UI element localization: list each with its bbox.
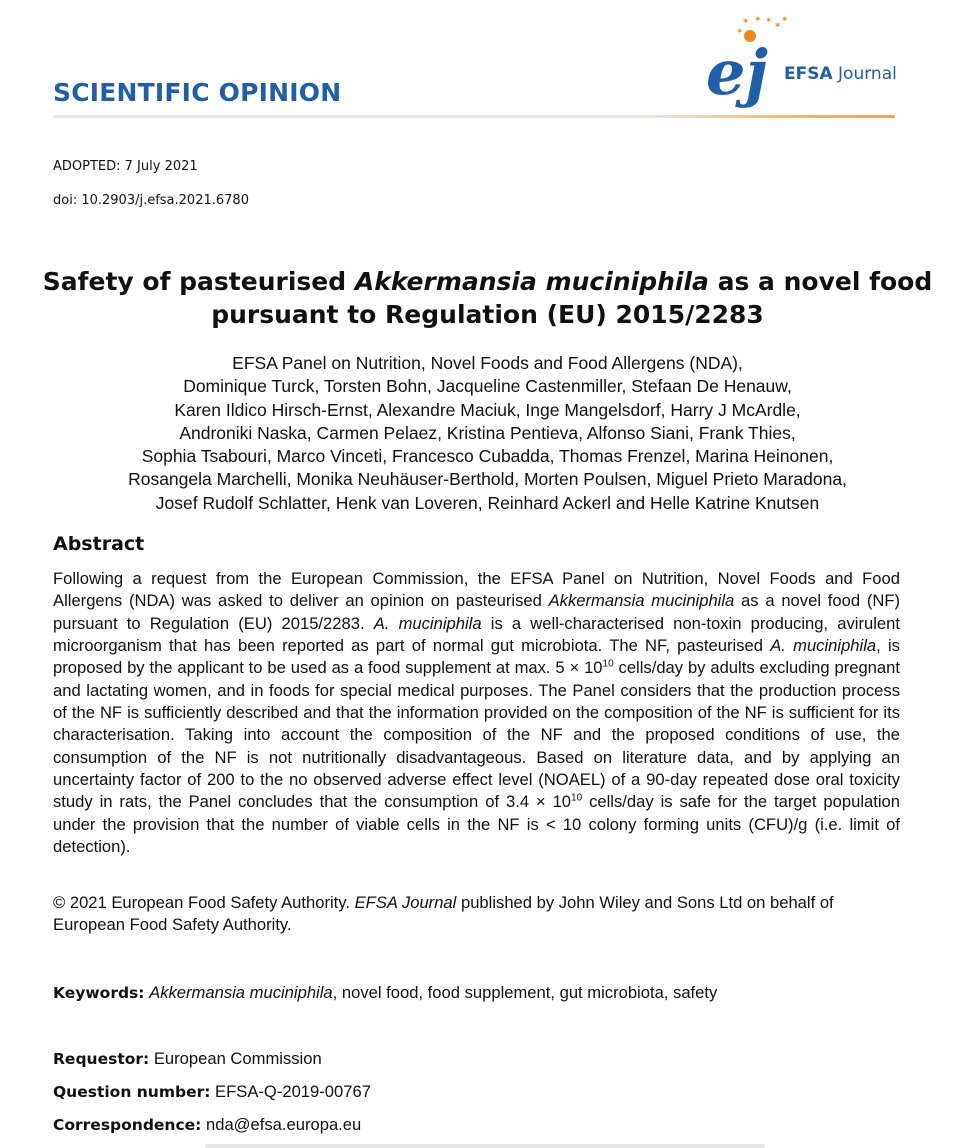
svg-text:✶: ✶ [765,16,773,26]
correspondence: Correspondence: nda@efsa.europa.eu [53,1115,362,1134]
author-line: Sophia Tsabouri, Marco Vinceti, Francesco Cubadda, Thomas Frenzel, Marina Heinonen, [141,446,834,467]
copyright-notice: © 2021 European Food Safety Authority. EFSA Journal published by John Wiley and Sons Ltd on behalf of European Food Safety Authority. [53,893,834,935]
svg-text:✶: ✶ [754,15,762,25]
author-line: Dominique Turck, Torsten Bohn, Jacqueline Castenmiller, Stefaan De Henauw, [183,376,792,397]
svg-text:✶: ✶ [742,17,750,27]
author-line: Karen Ildico Hirsch-Ernst, Alexandre Maciuk, Inge Mangelsdorf, Harry J McArdle, [174,399,801,420]
section-label: SCIENTIFIC OPINION [53,78,342,107]
author-line: Rosangela Marchelli, Monika Neuhäuser-Berthold, Morten Poulsen, Miguel Prieto Maradona, [128,469,847,490]
efsa-journal-logo [706,14,906,112]
svg-text:✶: ✶ [774,21,782,31]
requestor: Requestor: European Commission [53,1049,322,1068]
correspondence-email[interactable]: nda@efsa.europa.eu [206,1115,362,1134]
svg-text:✶: ✶ [781,15,789,25]
author-line: EFSA Panel on Nutrition, Novel Foods and Food Allergens (NDA), [232,353,743,373]
adopted-date: ADOPTED: 7 July 2021 [53,159,198,174]
abstract-body: Following a request from the European Commission, the EFSA Panel on Nutrition, Novel Foods and Food Allergens (NDA) was asked to deliver an opinion on pasteurised Akkermansia muciniphila as a novel food (NF) pursuant to Regulation (EU) 2015/2283. A. muciniphila is a well-characterised non-toxin producing, avirulent microorganism that has been reported as part of normal gut microbiota. The NF, pasteurised A. muciniphila, is proposed by the applicant to be used as a food supplement at max. $5 \times 10^{10}$ cells/day by adults excluding pregnant and lactating women, and in foods for special medical purposes. The Panel considers that the production process of the NF is sufficiently described and that the information provided on the composition of the NF is sufficient for its characterisation. Taking into account the composition of the NF and the proposed conditions of use, the consumption of the NF is not nutritionally disadvantageous. Based on literature data, and by applying an uncertainty factor of 200 to the no observed adverse effect level (NOAEL) of a 90-day repeated dose oral toxicity study in rats, the Panel concludes that the consumption of $3.4 \times 10^{10}$ cells/day is safe for the target population under the provision that the number of viable cells in the NF is < 10 colony forming units (CFU)/g (i.e. limit of detection). [53,569,900,857]
author-list [40,352,935,515]
journal-name: EFSA Journal [784,64,897,84]
abstract-heading: Abstract [53,533,145,555]
keywords: Keywords: Akkermansia muciniphila, novel food, food supplement, gut microbiota, safety [53,983,718,1002]
doi: doi: 10.2903/j.efsa.2021.6780 [53,193,249,208]
page-edge-shadow [205,1144,765,1148]
logo-mark: ej [706,36,768,109]
header-divider [53,115,895,118]
author-line: Josef Rudolf Schlatter, Henk van Loveren, Reinhard Ackerl and Helle Katrine Knutsen [155,492,820,513]
author-line: Androniki Naska, Carmen Pelaez, Kristina Pentieva, Alfonso Siani, Frank Thies, [179,422,796,443]
svg-text:✶: ✶ [736,27,744,37]
question-number: Question number: EFSA-Q-2019-00767 [53,1082,371,1101]
article-title: Safety of pasteurised Akkermansia muciniphila as a novel food pursuant to Regulation (EU) 2015/2283 [42,267,933,329]
